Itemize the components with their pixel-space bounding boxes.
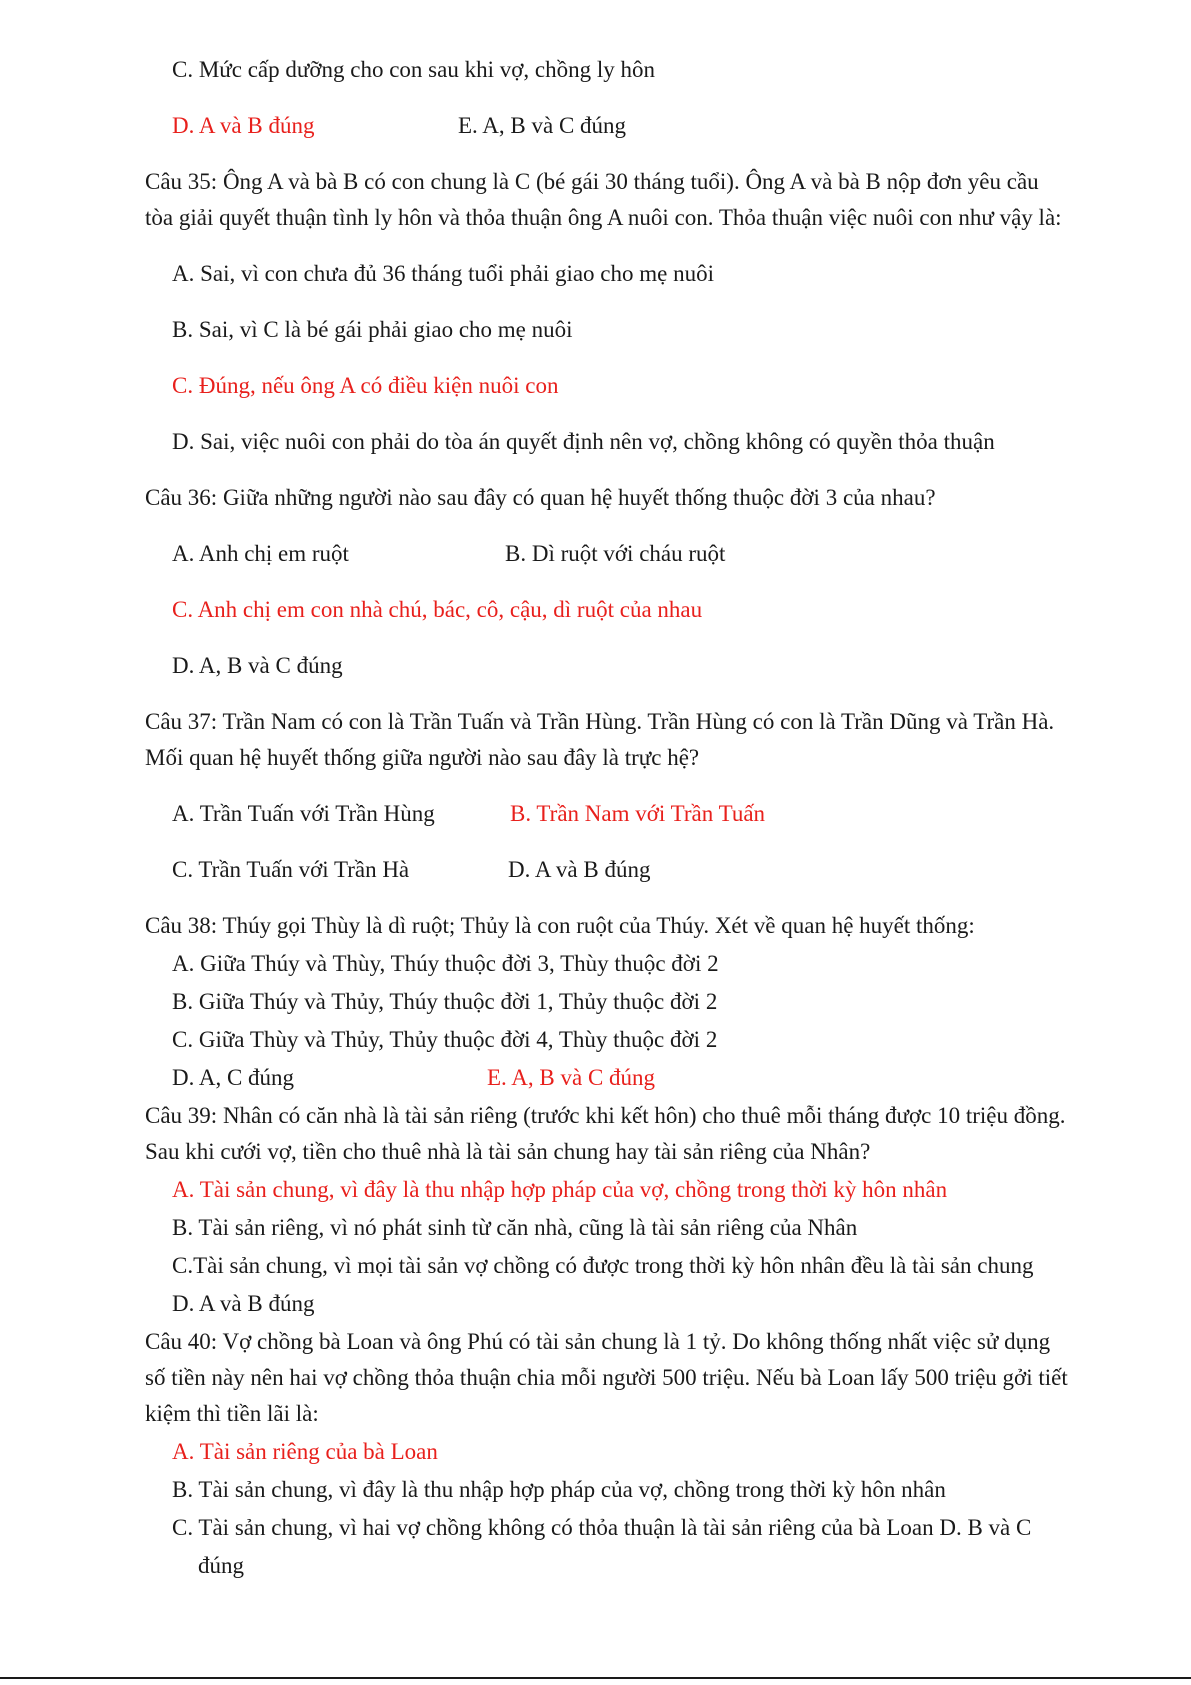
q38-option-e-answer: E. A, B và C đúng: [487, 1065, 656, 1090]
q37-option-b-answer: B. Trần Nam với Trần Tuấn: [510, 801, 766, 826]
q40-option-c: C. Tài sản chung, vì hai vợ chồng không có thỏa thuận là tài sản riêng của bà Loan D. B và C: [172, 1515, 1032, 1540]
q39-option-d: D. A và B đúng: [172, 1291, 315, 1316]
q40-question-line-3: kiệm thì tiền lãi là:: [145, 1401, 319, 1426]
q35-option-a: A. Sai, vì con chưa đủ 36 tháng tuổi phải giao cho mẹ nuôi: [172, 261, 715, 286]
q40-question-line-1: Câu 40: Vợ chồng bà Loan và ông Phú có tài sản chung là 1 tỷ. Do không thống nhất việc sử dụng: [145, 1329, 1051, 1354]
q40-question-line-2: số tiền này nên hai vợ chồng thỏa thuận chia mỗi người 500 triệu. Nếu bà Loan lấy 500 triệu gởi tiết: [145, 1365, 1068, 1390]
q36-option-c-answer: C. Anh chị em con nhà chú, bác, cô, cậu, dì ruột của nhau: [172, 597, 703, 622]
q39-option-b: B. Tài sản riêng, vì nó phát sinh từ căn nhà, cũng là tài sản riêng của Nhân: [172, 1215, 858, 1240]
q36-option-a: A. Anh chị em ruột: [172, 541, 349, 566]
q35-question-line-2: tòa giải quyết thuận tình ly hôn và thỏa thuận ông A nuôi con. Thỏa thuận việc nuôi con như vậy là:: [145, 205, 1062, 230]
q34-option-c: C. Mức cấp dưỡng cho con sau khi vợ, chồng ly hôn: [172, 57, 655, 82]
q35-question-line-1: Câu 35: Ông A và bà B có con chung là C (bé gái 30 tháng tuổi). Ông A và bà B nộp đơn yêu cầu: [145, 169, 1039, 194]
q40-option-b: B. Tài sản chung, vì đây là thu nhập hợp pháp của vợ, chồng trong thời kỳ hôn nhân: [172, 1477, 946, 1502]
q36-option-b: B. Dì ruột với cháu ruột: [505, 541, 726, 566]
q35-option-d: D. Sai, việc nuôi con phải do tòa án quyết định nên vợ, chồng không có quyền thỏa thuận: [172, 429, 995, 454]
q38-option-d: D. A, C đúng: [172, 1065, 295, 1090]
q39-option-c: C.Tài sản chung, vì mọi tài sản vợ chồng có được trong thời kỳ hôn nhân đều là tài sản chung: [172, 1253, 1034, 1278]
q37-option-d: D. A và B đúng: [508, 857, 651, 882]
q38-question-line-1: Câu 38: Thúy gọi Thùy là dì ruột; Thủy là con ruột của Thúy. Xét về quan hệ huyết thống:: [145, 913, 975, 938]
q35-option-c-answer: C. Đúng, nếu ông A có điều kiện nuôi con: [172, 373, 559, 398]
q34-option-e: E. A, B và C đúng: [458, 113, 627, 138]
q38-option-a: A. Giữa Thúy và Thùy, Thúy thuộc đời 3, Thùy thuộc đời 2: [172, 951, 719, 976]
q39-option-a-answer: A. Tài sản chung, vì đây là thu nhập hợp pháp của vợ, chồng trong thời kỳ hôn nhân: [172, 1177, 948, 1202]
q38-option-c: C. Giữa Thùy và Thủy, Thủy thuộc đời 4, Thùy thuộc đời 2: [172, 1027, 718, 1052]
q37-option-c: C. Trần Tuấn với Trần Hà: [172, 857, 410, 882]
q39-question-line-2: Sau khi cưới vợ, tiền cho thuê nhà là tài sản chung hay tài sản riêng của Nhân?: [145, 1139, 871, 1164]
q34-option-d-answer: D. A và B đúng: [172, 113, 315, 138]
q37-question-line-2: Mối quan hệ huyết thống giữa người nào sau đây là trực hệ?: [145, 745, 700, 770]
q40-option-a-answer: A. Tài sản riêng của bà Loan: [172, 1439, 438, 1464]
q40-option-c-continuation: đúng: [198, 1553, 244, 1578]
q37-question-line-1: Câu 37: Trần Nam có con là Trần Tuấn và Trần Hùng. Trần Hùng có con là Trần Dũng và Trần Hà.: [145, 709, 1055, 734]
q36-question-line-1: Câu 36: Giữa những người nào sau đây có quan hệ huyết thống thuộc đời 3 của nhau?: [145, 485, 936, 510]
q38-option-b: B. Giữa Thúy và Thủy, Thúy thuộc đời 1, Thủy thuộc đời 2: [172, 989, 718, 1014]
q37-option-a: A. Trần Tuấn với Trần Hùng: [172, 801, 435, 826]
page-bottom-divider: [0, 1677, 1191, 1679]
q36-option-d: D. A, B và C đúng: [172, 653, 343, 678]
q39-question-line-1: Câu 39: Nhân có căn nhà là tài sản riêng (trước khi kết hôn) cho thuê mỗi tháng được 10 triệu đồng.: [145, 1103, 1066, 1128]
q35-option-b: B. Sai, vì C là bé gái phải giao cho mẹ nuôi: [172, 317, 573, 342]
